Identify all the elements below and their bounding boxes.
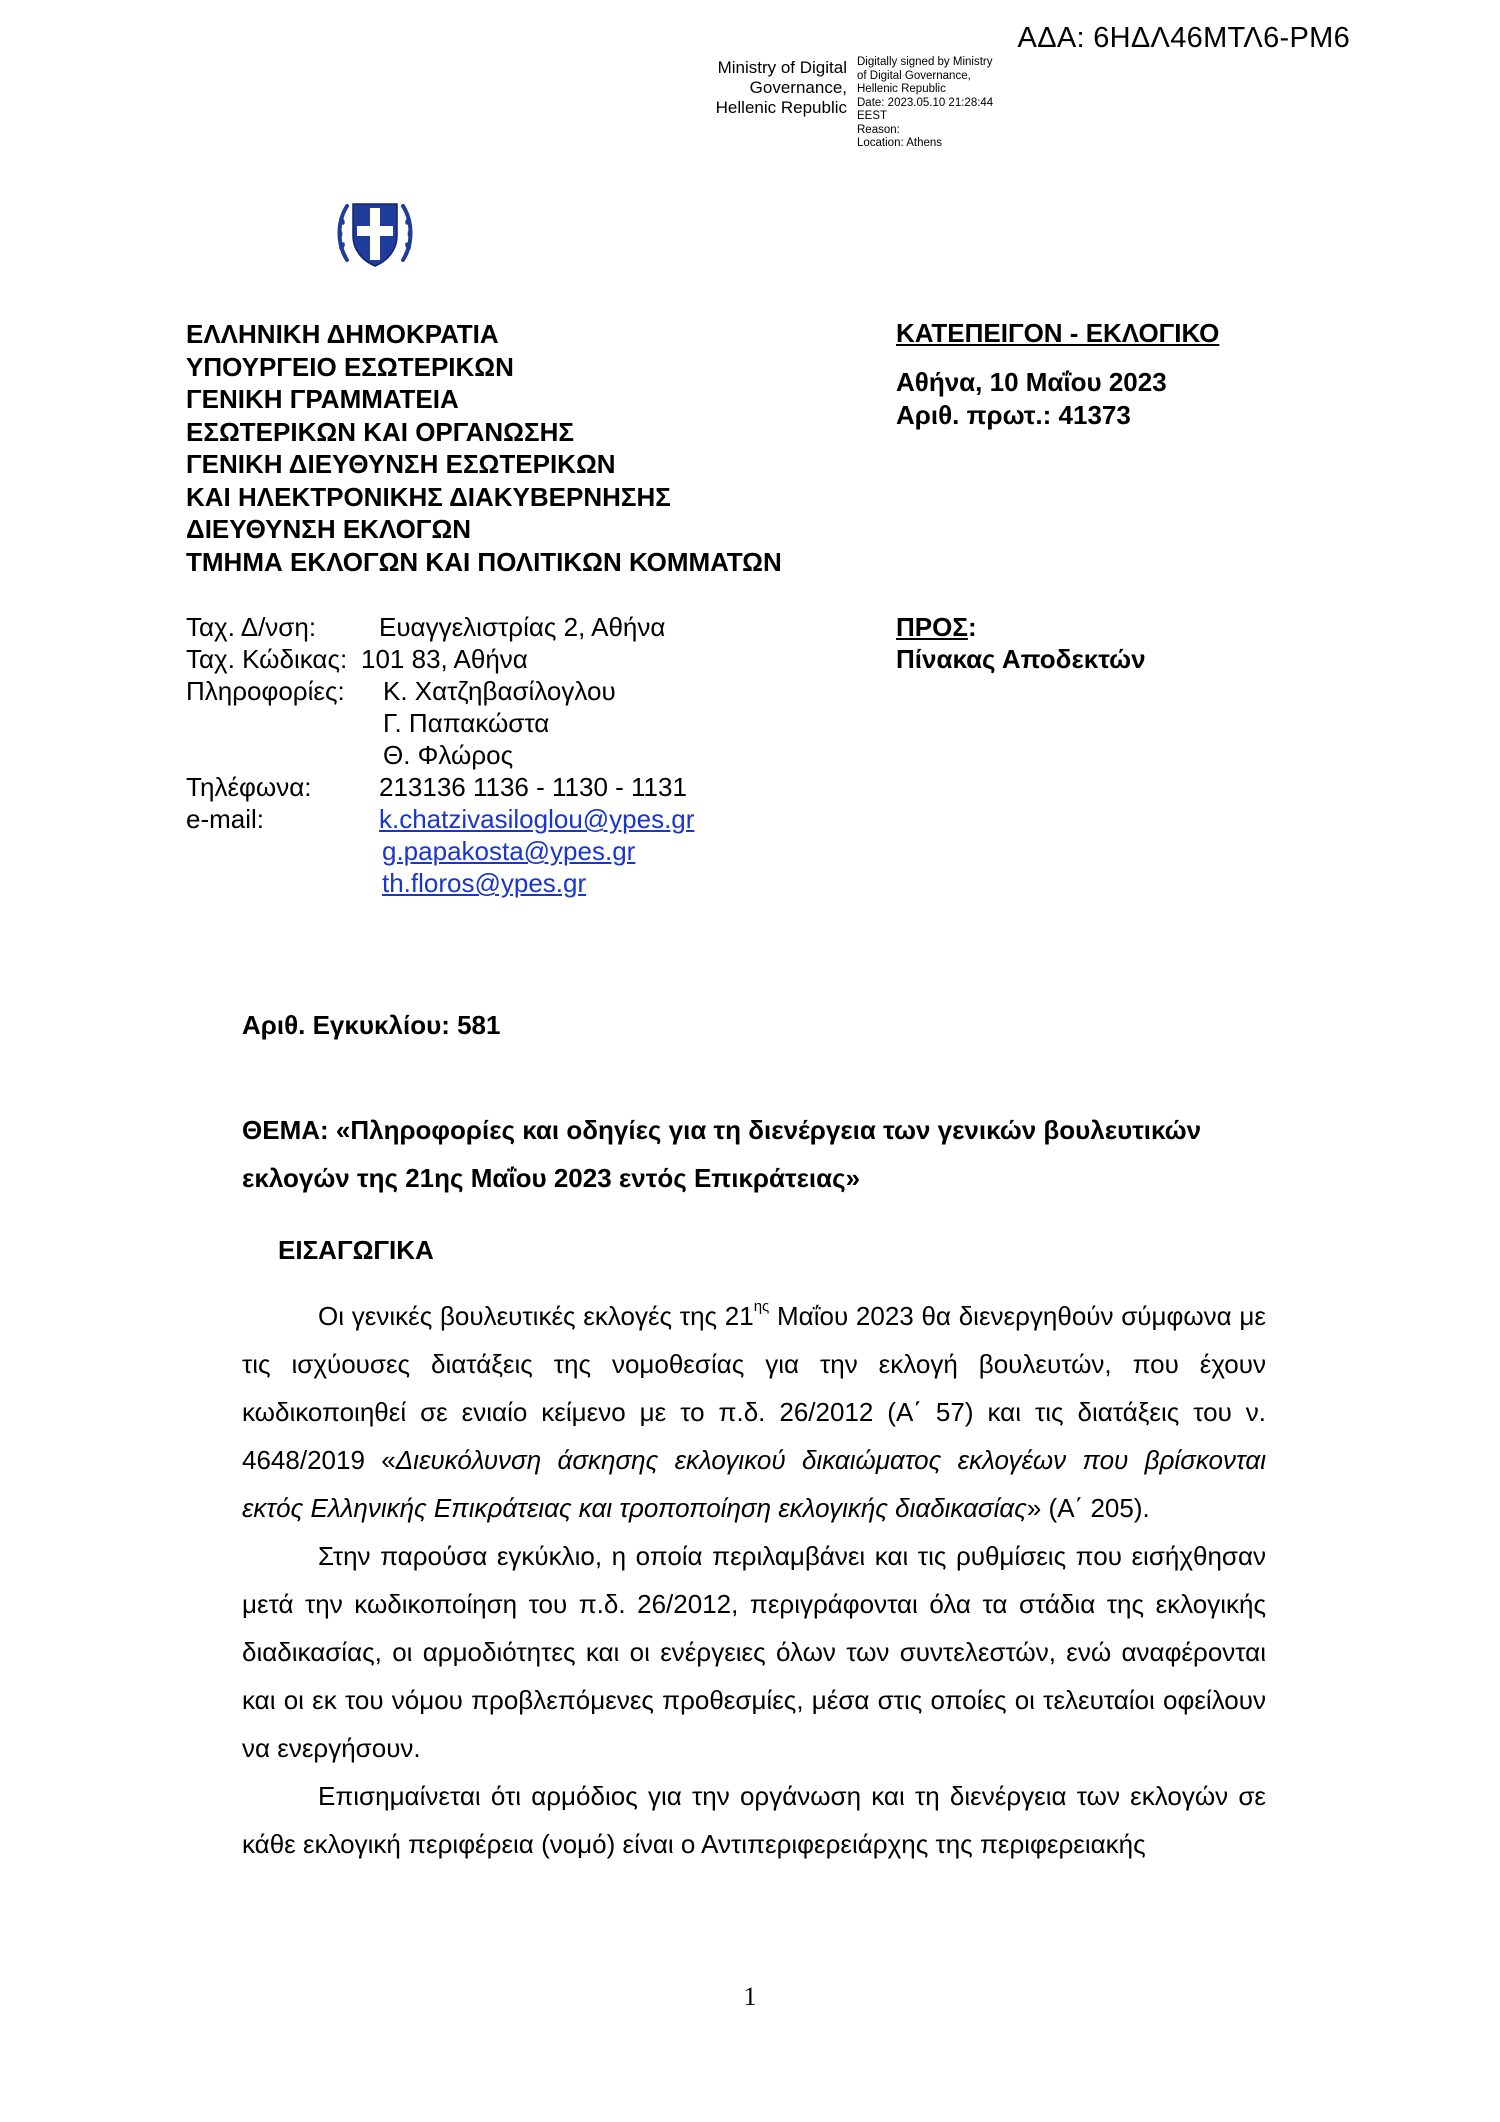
email-label: e-mail: — [186, 804, 265, 834]
signer-line: Hellenic Republic — [715, 98, 847, 117]
greek-coat-of-arms-icon — [333, 190, 417, 274]
contact-info — [186, 611, 694, 899]
paragraph-text: » (Α΄ 205). — [1026, 1493, 1150, 1523]
info-label: Πληροφορίες: — [186, 676, 345, 706]
signature-meta-line: Digitally signed by Ministry — [857, 56, 993, 68]
section-title: ΕΙΣΑΓΩΓΙΚΑ — [278, 1235, 434, 1265]
body-text — [242, 1292, 1266, 1868]
address-row — [186, 611, 694, 643]
email-row — [186, 867, 694, 899]
signature-meta-line: Hellenic Republic — [857, 83, 946, 95]
info-name: Γ. Παπακώστα — [383, 708, 550, 738]
postcode-label: Ταχ. Κώδικας: — [186, 644, 348, 674]
document-date: Αθήνα, 10 Μαΐου 2023 — [896, 367, 1167, 397]
signer-line: Ministry of Digital — [717, 58, 847, 77]
subject: ΘΕΜΑ: «Πληροφορίες και οδηγίες για τη διενέργεια των γενικών βουλευτικών εκλογών της 21ης Μαΐου 2023 εντός Επικράτειας» — [242, 1115, 1202, 1193]
ordinal-superscript: ης — [753, 1298, 770, 1315]
recipients-value: Πίνακας Αποδεκτών — [896, 644, 1146, 674]
signature-meta-line: Location: Athens — [857, 137, 943, 149]
address-value: Ευαγγελιστρίας 2, Αθήνα — [379, 612, 666, 642]
authority-line: ΕΣΩΤΕΡΙΚΩΝ ΚΑΙ ΟΡΓΑΝΩΣΗΣ — [186, 416, 574, 447]
address-label: Ταχ. Δ/νση: — [186, 612, 317, 642]
recipients-heading — [896, 611, 1146, 643]
authority-line: ΓΕΝΙΚΗ ΔΙΕΥΘΥΝΣΗ ΕΣΩΤΕΡΙΚΩΝ — [186, 449, 616, 479]
phone-value: 213136 1136 - 1130 - 1131 — [379, 772, 687, 802]
signature-meta-line: EEST — [857, 110, 888, 122]
authority-line: ΥΠΟΥΡΓΕΙΟ ΕΣΩΤΕΡΙΚΩΝ — [186, 351, 514, 382]
email-link[interactable]: th.floros@ypes.gr — [382, 868, 587, 898]
circular-number: Αριθ. Εγκυκλίου: 581 — [242, 1010, 501, 1040]
protocol-number: Αριθ. πρωτ.: 41373 — [896, 400, 1131, 430]
info-row — [186, 739, 694, 771]
paragraph-text: Οι γενικές βουλευτικές εκλογές της 21 — [318, 1301, 754, 1331]
authority-line: ΕΛΛΗΝΙΚΗ ΔΗΜΟΚΡΑΤΙΑ — [186, 319, 499, 349]
page-number: 1 — [743, 1982, 757, 2011]
paragraph: Στην παρούσα εγκύκλιο, η οποία περιλαμβάνει και τις ρυθμίσεις που εισήχθησαν μετά την κωδικοποίηση του π.δ. 26/2012, περιγράφονται όλα τα στάδια της εκλογικής διαδικασίας, οι αρμοδιότητες και οι ενέργειες όλων των συντελεστών, ενώ αναφέρονται και οι εκ του νόμου προβλεπόμενες προθεσμίες, μέσα στις οποίες οι τελευταίοι οφείλουν να ενεργήσουν. — [242, 1541, 1266, 1763]
signature-meta-line: of Digital Governance, — [857, 69, 971, 82]
signature-signer — [704, 58, 847, 118]
signer-line: Governance, — [749, 78, 847, 97]
urgency-label: ΚΑΤΕΠΕΙΓΟΝ - ΕΚΛΟΓΙΚΟ — [896, 318, 1220, 348]
info-name: Θ. Φλώρος — [383, 740, 514, 770]
info-row — [186, 707, 694, 739]
email-row — [186, 835, 694, 867]
recipients-colon: : — [967, 612, 977, 642]
postcode-value: 101 83, Αθήνα — [361, 644, 528, 674]
authority-line: ΓΕΝΙΚΗ ΓΡΑΜΜΑΤΕΙΑ — [186, 384, 459, 414]
paragraph-text: Μαΐου 2023 θα διενεργηθούν σύμφωνα με τις ισχύουσες διατάξεις της νομοθεσίας για την εκλογή βουλευτών, που έχουν κωδικοποιηθεί σε ενιαίο κείμενο με το π.δ. 26/2012 (Α΄ 57) και τις διατάξεις του ν. 4648/2019 « — [242, 1301, 1266, 1475]
signature-meta-line: Date: 2023.05.10 21:28:44 — [857, 96, 994, 109]
email-link[interactable]: k.chatzivasiloglou@ypes.gr — [379, 804, 695, 834]
authority-line: ΚΑΙ ΗΛΕΚΤΡΟΝΙΚΗΣ ΔΙΑΚΥΒΕΡΝΗΣΗΣ — [186, 481, 671, 512]
issuing-authority — [186, 318, 782, 578]
paragraph: Επισημαίνεται ότι αρμόδιος για την οργάνωση και τη διενέργεια των εκλογών σε κάθε εκλογική περιφέρεια (νομό) είναι ο Αντιπεριφερειάρχης της περιφερειακής — [242, 1781, 1266, 1859]
paragraph — [242, 1292, 1266, 1532]
authority-line: ΤΜΗΜΑ ΕΚΛΟΓΩΝ ΚΑΙ ΠΟΛΙΤΙΚΩΝ ΚΟΜΜΑΤΩΝ — [186, 546, 782, 577]
phone-label: Τηλέφωνα: — [186, 772, 312, 802]
signature-meta-line: Reason: — [857, 123, 900, 136]
phone-row — [186, 771, 694, 803]
email-link[interactable]: g.papakosta@ypes.gr — [382, 836, 636, 866]
recipients-label: ΠΡΟΣ — [896, 612, 968, 642]
recipients — [896, 611, 1146, 675]
signature-details — [857, 56, 993, 151]
ada-code: ΑΔΑ: 6ΗΔΛ46ΜΤΛ6-ΡΜ6 — [1017, 22, 1350, 54]
law-title: Διευκόλυνση άσκησης εκλογικού δικαιώματος εκλογέων που βρίσκονται εκτός Ελληνικής Επικράτειας και τροποποίηση εκλογικής διαδικασίας — [242, 1445, 1266, 1523]
info-name: Κ. Χατζηβασίλογλου — [383, 676, 616, 706]
email-row — [186, 803, 694, 835]
document-meta — [896, 318, 1219, 432]
authority-line: ΔΙΕΥΘΥΝΣΗ ΕΚΛΟΓΩΝ — [186, 514, 472, 544]
info-row — [186, 675, 694, 707]
postcode-row — [186, 643, 694, 675]
